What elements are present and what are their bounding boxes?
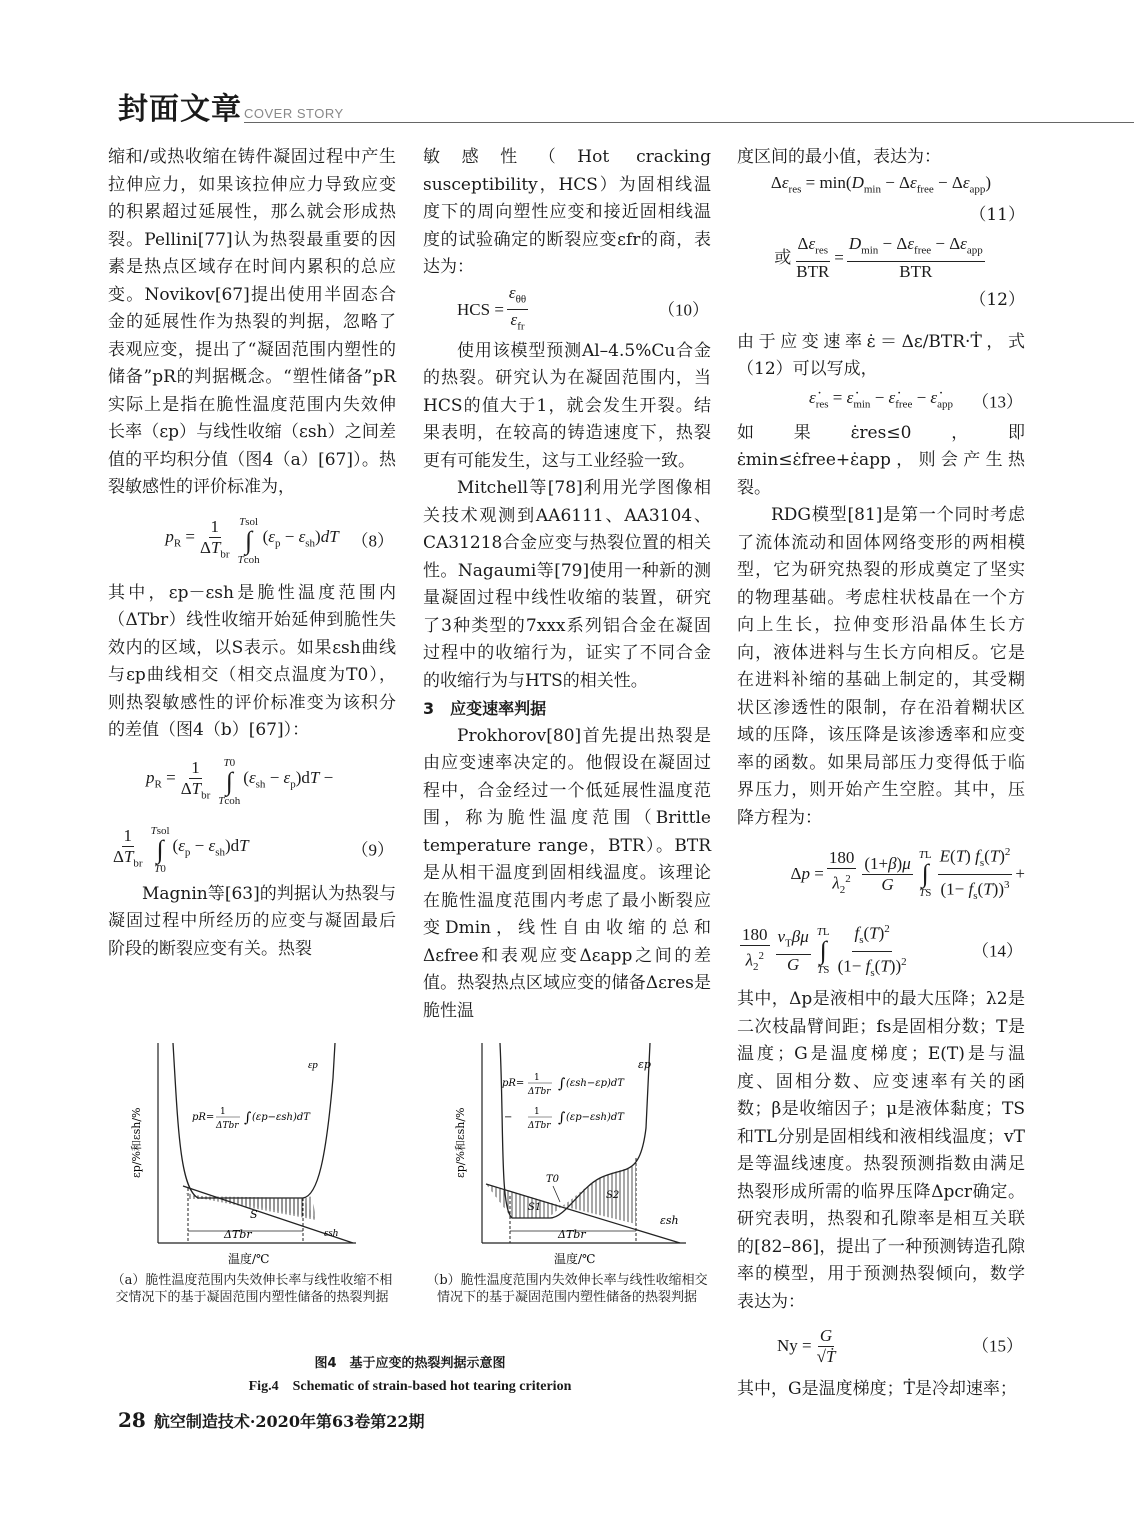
svg-text:(εsh−εp)dT: (εsh−εp)dT: [566, 1078, 624, 1089]
label-S: S: [250, 1208, 258, 1221]
svg-text:ΔTbr: ΔTbr: [528, 1121, 551, 1131]
paragraph: 敏感性（Hot cracking susceptibility，HCS）为固相线温度下的周向塑性应变和接近固相线温度的试验确定的断裂应变εfr的商，表达为：: [423, 147, 711, 277]
equation-number: （15）: [972, 1336, 1023, 1356]
paragraph: Prokhorov[80]首先提出热裂是由应变速率决定的。他假设在凝固过程中，合金经过一个低延展性温度范围，称为脆性温度范围（Brittle temperature range，BTR）。BTR是从相干温度到固相线温度。该理论在脆性温度范围内考虑了最小断裂应变Dmin，线性自由收缩的总和Δεfree和表观应变Δεapp之间的差值。热裂热点区域应变的储备Δεres是脆性温: [423, 725, 711, 1021]
paragraph: 如果ε̇res≤0，即ε̇min≤ε̇free+ε̇app，则会产生热裂。: [737, 422, 1025, 498]
paragraph: Mitchell等[78]利用光学图像相关技术观测到AA6111、AA3104、CA31218合金应变与热裂位置的相关性。Nagaumi等[79]使用一种新的测量凝固过程中线性收缩的装置，研究了3种类型的7xxx系列铝合金在凝固过程中的收缩行为，证实了不同合金的收缩行为与HTS的相关性。: [423, 478, 711, 691]
label-S2: S2: [606, 1190, 620, 1201]
equation-11: $\Delta\varepsilon_{res} = \min(D_{min} - \Delta\varepsilon_{free} - \Delta\varepsilon_{app})$: [770, 173, 992, 196]
column-2: [423, 144, 711, 1025]
label-esh: εsh: [324, 1227, 339, 1239]
paragraph: 其中，εp－εsh是脆性温度范围内（ΔTbr）线性收缩开始延伸到脆性失效内的区域，以S表示。如果εsh曲线与εp曲线相交（相交点温度为T0），则热裂敏感性的评价标准变为该积分的差值（图4（b）[67]）：: [108, 582, 396, 740]
paragraph: 其中，Δp是液相中的最大压降；λ2是二次枝晶臂间距；fs是固相分数；T是温度；G是温度梯度；E(T)是与温度、固相分数、应变速率有关的函数；β是收缩因子；μ是液体黏度；TS和TL分别是固相线和液相线温度；vT是等温线速度。热裂预测指数由满足热裂形成所需的临界压降Δpcr确定。研究表明，热裂和孔隙率是相互关联的[82–86]，提出了一种预测铸造孔隙率的模型，用于预测热裂倾向，数学表达为：: [737, 989, 1025, 1312]
figure-4a: [128, 1038, 358, 1268]
equation-number: （9）: [351, 839, 394, 859]
svg-text:ΔTbr: ΔTbr: [216, 1121, 239, 1131]
svg-text:1: 1: [534, 1073, 540, 1083]
svg-text:∫: ∫: [558, 1076, 566, 1092]
paragraph: Magnin等[63]的判据认为热裂与凝固过程中所经历的应变与凝固最后阶段的断裂应变有关。热裂: [108, 883, 396, 959]
paragraph: 缩和/或热收缩在铸件凝固过程中产生拉伸应力，如果该拉伸应力导致应变的积累超过延展性，那么就会形成热裂。Pellini[77]认为热裂最重要的因素是热点区域存在时间内累积的总应变。Novikov[67]提出使用半固态合金的延展性作为热裂的判据，忽略了表观应变，提出了“凝固范围内塑性的储备”pR的判据概念。“塑性储备”pR实际上是指在脆性温度范围内失效伸长率（εp）与线性收缩（εsh）之间差值的平均积分值（图4（a）[67]）。热裂敏感性的评价标准为，: [108, 147, 396, 497]
section-title: 封面文章: [118, 92, 242, 127]
x-axis-label: 温度/℃: [554, 1252, 596, 1266]
svg-text:pR=: pR=: [502, 1078, 525, 1089]
section-subtitle: COVER STORY: [244, 106, 344, 121]
equation-number: （14）: [972, 941, 1023, 961]
label-esh: εsh: [660, 1214, 679, 1227]
paragraph: 其中，G是温度梯度；Ṫ是冷却速率；: [737, 1379, 1017, 1399]
svg-text:1: 1: [220, 1107, 226, 1117]
caption-b: （b）脆性温度范围内失效伸长率与线性收缩相交情况下的基于凝固范围内塑性储备的热裂判据: [426, 1273, 708, 1305]
page-footer: [118, 1408, 424, 1432]
svg-text:1: 1: [534, 1107, 540, 1117]
caption-a: （a）脆性温度范围内失效伸长率与线性收缩不相交情况下的基于凝固范围内塑性储备的热裂判据: [111, 1273, 393, 1305]
label-dT: ΔTbr: [224, 1228, 252, 1241]
header-rule: [244, 122, 1134, 123]
equation-number: （12）: [969, 290, 1025, 310]
equation-13: $\varepsiloṅ_{res}$ = $\varepsiloṅ_{min}$ − $\varepsiloṅ_{free}$ − $\varepsiloṅ_{app}$ （13）: [737, 384, 1025, 420]
equation-number: （10）: [658, 299, 709, 319]
label-S1: S1: [528, 1202, 542, 1213]
svg-text:∫: ∫: [558, 1110, 566, 1126]
equation-9-line2: $\frac{1}{\Delta T_{br}}$ Tsol ∫ T0 $(\varepsilon_p - \varepsilon_{sh})dT$ （9）: [113, 824, 394, 875]
label-T0: T0: [546, 1174, 560, 1185]
paragraph: 度区间的最小值，表达为：: [737, 147, 941, 167]
svg-text:pR=: pR=: [192, 1112, 215, 1123]
figure-4b: [450, 1038, 690, 1268]
svg-text:−: −: [504, 1112, 513, 1123]
equation-10: HCS = $\frac{\varepsilon_{\theta\theta}}{\varepsilon_{fr}}$ （10）: [457, 282, 709, 333]
y-axis-label: εp/%和εsh/%: [130, 1107, 143, 1178]
equation-number: （11）: [969, 204, 1025, 225]
column-1: [108, 144, 396, 963]
equation-12: 或 $\frac{\Delta\varepsilon_{res}}{\text{BTR}}$ = $\frac{D_{min} - \Delta\varepsilon_{free} - \Delta\varepsilon_{app}}{\text{BTR}}$: [774, 234, 983, 281]
label-ep: εp: [308, 1059, 318, 1071]
figure-title-cn: 图4 基于应变的热裂判据示意图: [314, 1356, 506, 1371]
paragraph: RDG模型[81]是第一个同时考虑了流体流动和固体网络变形的两相模型，它为研究热裂的形成奠定了坚实的物理基础。考虑柱状枝晶在一个方向上生长，拉伸变形沿晶体生长方向，液体进料与生长方向相反。它是在进料补缩的基础上制定的，其受糊状区渗透性的限制，存在沿着糊状区域的压降，该压降是该渗透率和应变率的函数。如果局部压力变得低于临界压力，则开始产生空腔。其中，压降方程为：: [737, 505, 1025, 828]
equation-number: （13）: [972, 391, 1023, 411]
label-ep: εp: [638, 1058, 651, 1071]
journal-info: 航空制造技术·2020年第63卷第22期: [153, 1412, 425, 1431]
x-axis-label: 温度/℃: [228, 1252, 270, 1266]
figure-title-en: Fig.4 Schematic of strain-based hot tearing criterion: [248, 1379, 572, 1394]
equation-15: Ny = $\frac{G}{\text{√Ṫ}}$ （15）: [777, 1325, 1023, 1366]
svg-text:(εp−εsh)dT: (εp−εsh)dT: [566, 1112, 624, 1123]
svg-text:(εp−εsh)dT: (εp−εsh)dT: [252, 1112, 310, 1123]
y-axis-label: εp/%和εsh/%: [454, 1107, 467, 1178]
label-dT: ΔTbr: [558, 1228, 586, 1241]
equation-14-line2: $\frac{180}{\lambda_2^2}$ $\frac{v_T\beta\mu}{G}$ TL ∫ TS $\frac{f_s(T)^2}{(1- f_s(T))^2}$ （14）: [737, 916, 1025, 986]
equation-8: $p_R$ = $\frac{1}{\Delta T_{br}}$ Tsol ∫ Tcoh $(\varepsilon_p - \varepsilon_{sh})dT$ （8）: [165, 515, 394, 566]
svg-text:∫: ∫: [244, 1110, 252, 1126]
equation-number: （8）: [351, 530, 394, 550]
paragraph: 由于应变速率ε̇＝Δε/BTR·Ṫ，式（12）可以写成，: [737, 331, 1025, 379]
equation-9-line1: $p_R$ = $\frac{1}{\Delta T_{br}}$ T0 ∫ Tcoh $(\varepsilon_{sh} - \varepsilon_p)dT$ −: [146, 756, 334, 807]
equation-14-line1: Δp = $\frac{180}{\lambda_2^2}$ $\frac{(1+\beta)\mu}{G}$ TL ∫ TS $\frac{E(T) f_s(T)^2}{(1- f_s(T))^3}$ +: [737, 832, 1025, 916]
paragraph: 使用该模型预测Al–4.5%Cu合金的热裂。研究认为在凝固范围内，当HCS的值大于1，就会发生开裂。结果表明，在较高的铸造速度下，热裂更有可能发生，这与工业经验一致。: [423, 340, 711, 471]
page-number: 28: [118, 1408, 146, 1432]
section-heading: 3 应变速率判据: [423, 699, 547, 718]
svg-text:ΔTbr: ΔTbr: [528, 1087, 551, 1097]
column-3: [737, 144, 1025, 1404]
